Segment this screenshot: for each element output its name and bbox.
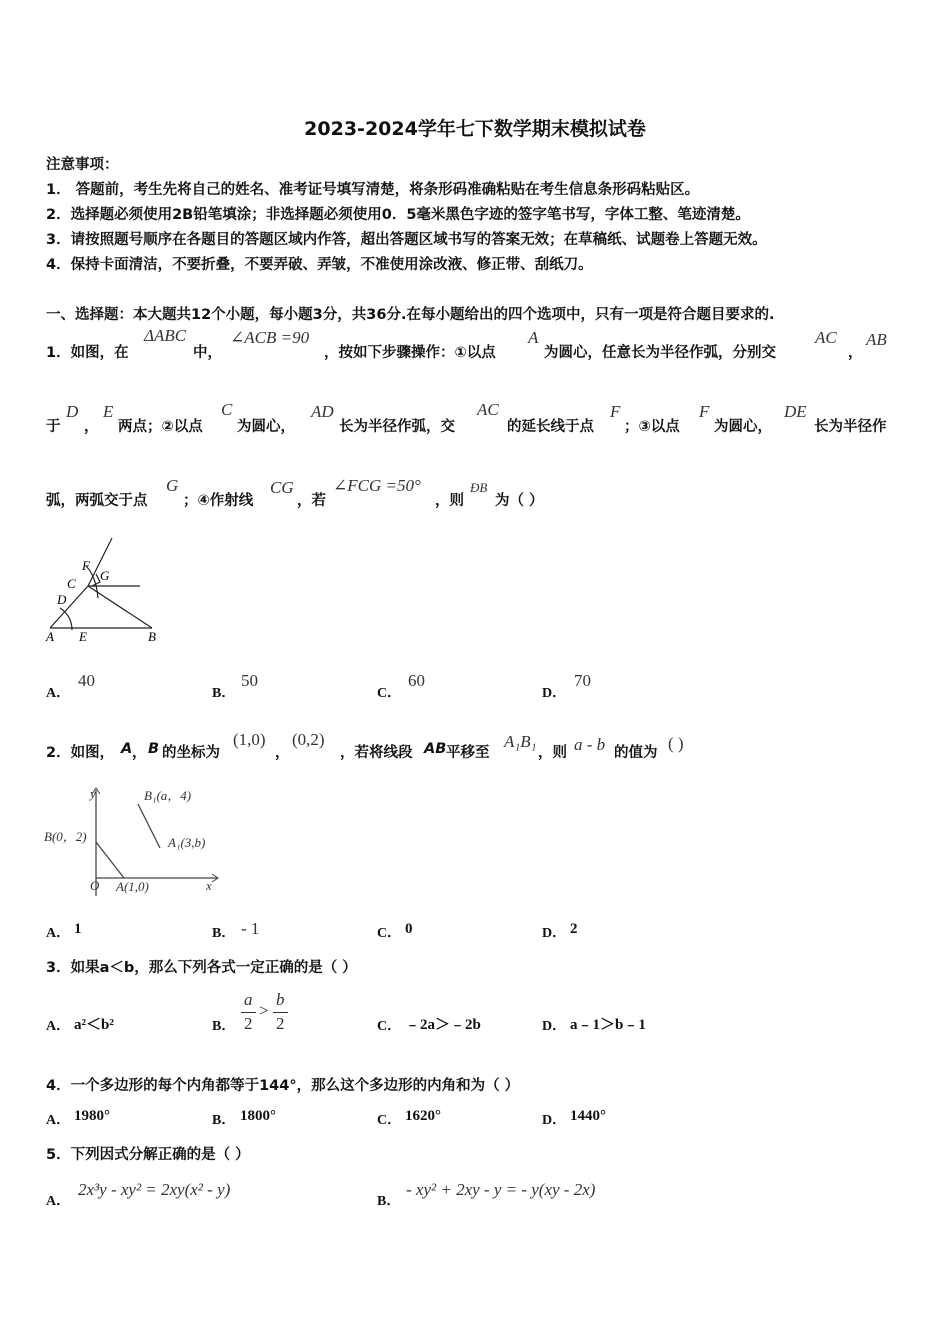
q1-triangle-figure [40, 538, 170, 648]
option-value: 1980° [74, 1108, 110, 1124]
notice-item: 3．请按照题号顺序在各题目的答题区域内作答，超出答题区域书写的答案无效；在草稿纸、试题卷上答题无效。 [46, 232, 767, 248]
arc-de [60, 608, 72, 630]
option-value: 1440° [570, 1108, 606, 1124]
option-value: 1 [74, 921, 82, 937]
option-value: 1620° [405, 1108, 441, 1124]
option-letter: D． [542, 1019, 567, 1034]
notice-item: 4．保持卡面清洁，不要折叠，不要弄破、弄皱，不准使用涂改液、修正带、刮纸刀。 [46, 257, 593, 273]
q2-coordinate-figure [42, 784, 232, 899]
segment-a1b1 [138, 804, 160, 848]
option-letter: B． [377, 1194, 401, 1209]
option-value: 50 [241, 671, 258, 690]
fig-label: B [148, 629, 156, 644]
option-value: 60 [408, 671, 425, 690]
segment-ab [96, 842, 124, 878]
option-letter: B． [212, 1113, 236, 1128]
fig-label: A [46, 629, 54, 644]
option-value: 2 [570, 921, 578, 937]
relation-symbol: > [259, 1001, 269, 1020]
option-value: 1800° [240, 1108, 276, 1124]
fig-label: B(0，2) [44, 829, 87, 844]
fraction-bar [273, 1012, 288, 1013]
fig-label: F [82, 558, 90, 573]
option-value: - xy² + 2xy - y = - y(xy - 2x) [406, 1180, 596, 1199]
option-value: 2x³y - xy² = 2xy(x² - y) [78, 1180, 231, 1199]
option-letter: A． [46, 686, 71, 701]
option-value: 40 [78, 671, 95, 690]
notice-item: 2．选择题必须使用2B铅笔填涂；非选择题必须使用0．5毫米黑色字迹的签字笔书写，字体工整、笔迹清楚。 [46, 207, 750, 223]
q5-stem: 5．下列因式分解正确的是（ ） [46, 1147, 250, 1163]
notice-heading: 注意事项： [46, 157, 119, 173]
option-letter: D． [542, 926, 567, 941]
option-letter: D． [542, 686, 567, 701]
fig-label: O [90, 878, 100, 893]
q3-stem: 3．如果a＜b，那么下列各式一定正确的是（ ） [46, 960, 357, 976]
fig-label: B₁(a，4) [144, 788, 192, 803]
option-letter: B． [212, 1019, 236, 1034]
option-value: ﹣2a＞﹣2b [405, 1017, 481, 1033]
option-letter: C． [377, 1113, 402, 1128]
segment-ac [50, 586, 88, 628]
option-letter: C． [377, 686, 402, 701]
option-value: 0 [405, 921, 413, 937]
q4-stem: 4．一个多边形的每个内角都等于144°，那么这个多边形的内角和为（ ） [46, 1078, 520, 1094]
option-letter: A． [46, 1194, 71, 1209]
page-title: 2023-2024学年七下数学期末模拟试卷 [304, 118, 646, 140]
option-letter: D． [542, 1113, 567, 1128]
fig-label: E [79, 629, 87, 644]
option-letter: C． [377, 1019, 402, 1034]
option-value: a²＜b² [74, 1017, 114, 1033]
notice-item: 1． 答题前，考生先将自己的姓名、准考证号填写清楚，将条形码准确粘贴在考生信息条形码粘贴区。 [46, 182, 700, 198]
section-heading: 一、选择题：本大题共12个小题，每小题3分，共36分.在每小题给出的四个选项中，只有一项是符合题目要求的. [46, 307, 775, 323]
option-value: a﹣1＞b﹣1 [570, 1017, 646, 1033]
option-letter: C． [377, 926, 402, 941]
option-value: 70 [574, 671, 591, 690]
option-letter: B． [212, 686, 236, 701]
fig-label: D [57, 592, 67, 607]
fig-label: A(1,0) [116, 879, 149, 894]
option-value: - 1 [241, 919, 260, 938]
fraction-numerator: a [244, 990, 253, 1009]
fraction-denominator: 2 [244, 1014, 253, 1033]
fig-label: y [90, 786, 96, 801]
fraction-numerator: b [276, 990, 285, 1009]
option-letter: B． [212, 926, 236, 941]
fig-label: x [206, 878, 212, 893]
fig-label: A₁(3,b) [168, 835, 206, 850]
fig-label: G [100, 568, 110, 583]
fraction-denominator: 2 [276, 1014, 285, 1033]
fig-label: C [67, 576, 76, 591]
option-letter: A． [46, 1019, 71, 1034]
option-letter: A． [46, 926, 71, 941]
fraction-bar [241, 1012, 256, 1013]
option-letter: A． [46, 1113, 71, 1128]
